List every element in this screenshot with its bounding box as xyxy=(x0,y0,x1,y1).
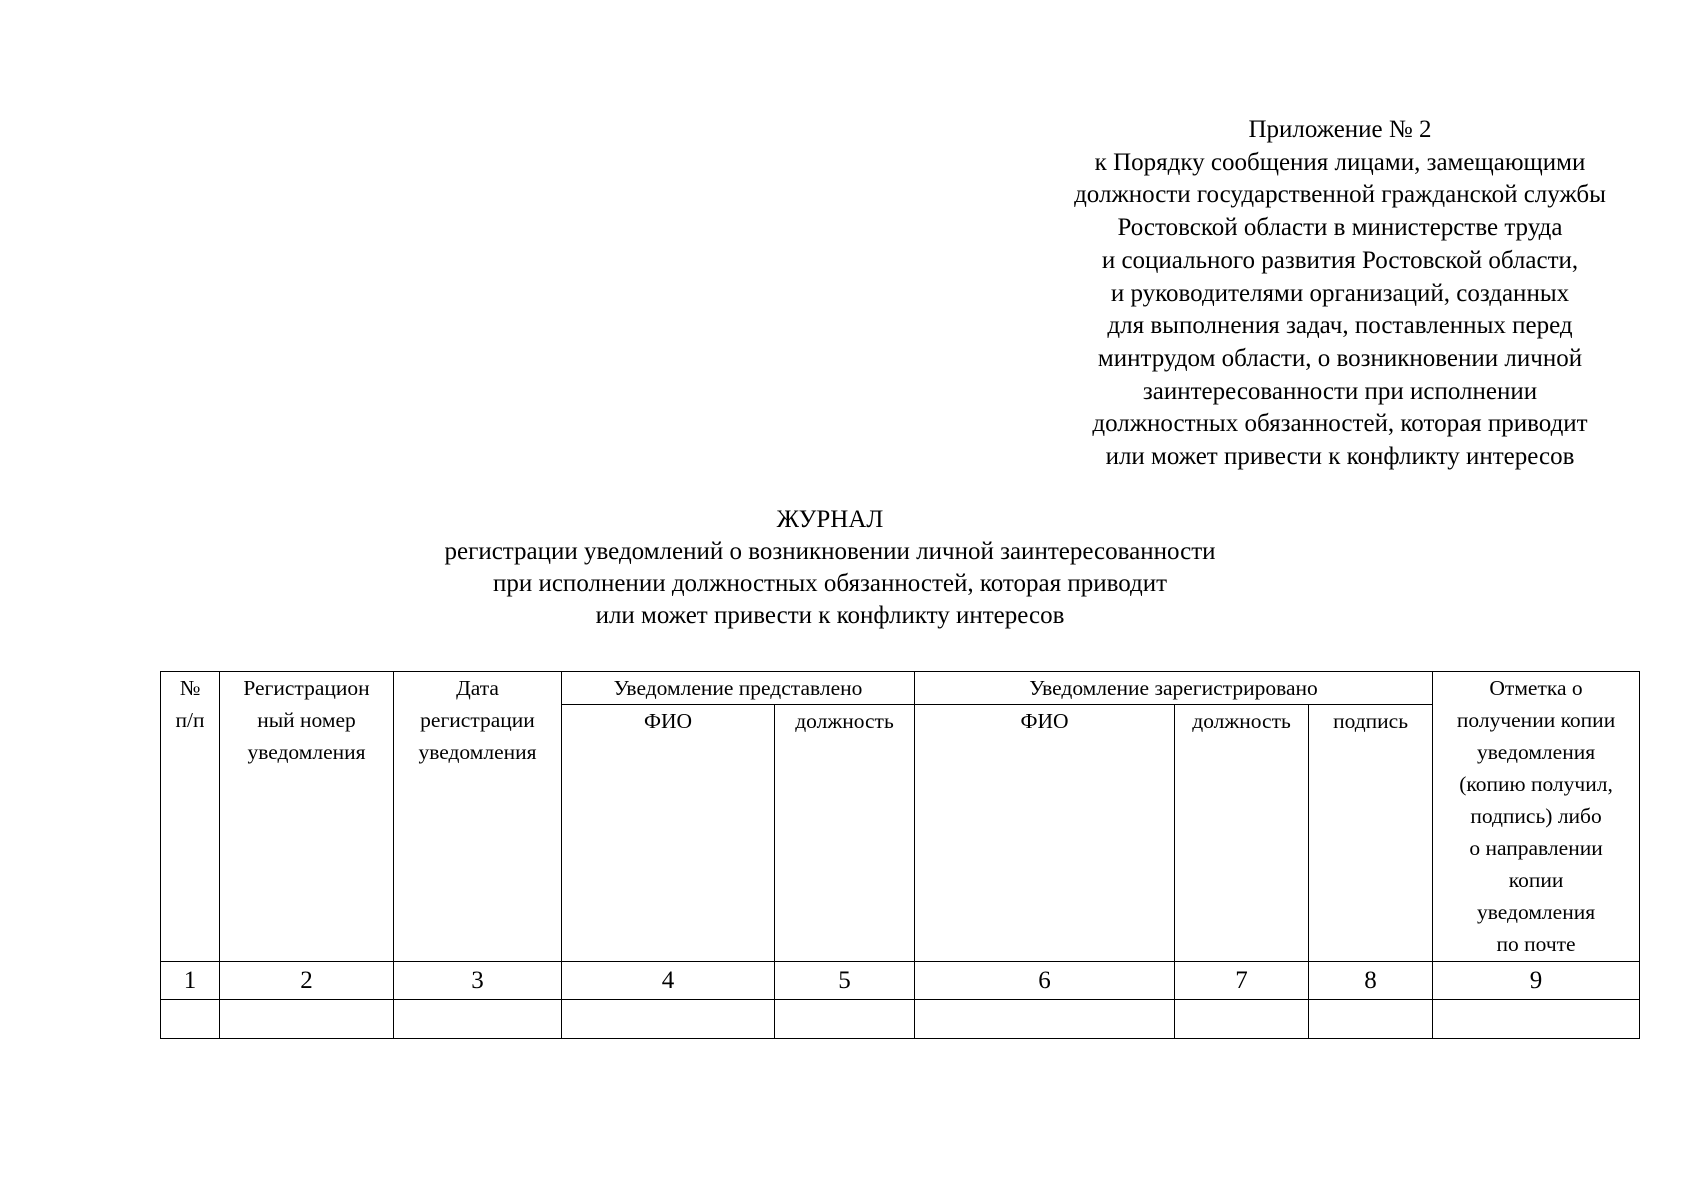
appendix-line: Приложение № 2 xyxy=(1248,116,1432,143)
column-number: 8 xyxy=(1309,962,1433,1000)
header-submitted-fio: ФИО xyxy=(562,705,775,962)
empty-cell xyxy=(1309,1000,1433,1039)
header-copy-receipt-mark: Отметка о получении копии уведомления (копию получил, подпись) либо о направлении копии уведомления по почте xyxy=(1433,672,1640,962)
header-row-number: № п/п xyxy=(161,672,220,962)
empty-cell xyxy=(775,1000,915,1039)
header-notification-submitted: Уведомление представлено xyxy=(562,672,915,705)
appendix-line: должности государственной гражданской службы xyxy=(1074,181,1606,209)
empty-cell xyxy=(161,1000,220,1039)
column-number: 1 xyxy=(161,962,220,1000)
empty-cell xyxy=(1175,1000,1309,1039)
registration-journal-table xyxy=(160,671,1640,1039)
appendix-block xyxy=(1020,114,1660,474)
appendix-line: и руководителями организаций, созданных xyxy=(1110,279,1570,307)
journal-subtitle-line: или может привести к конфликту интересов xyxy=(595,602,1065,629)
table-header-row xyxy=(161,672,1640,705)
column-number: 2 xyxy=(220,962,394,1000)
appendix-line: Ростовской области в министерстве труда xyxy=(1117,214,1563,242)
appendix-line: для выполнения задач, поставленных перед xyxy=(1107,312,1573,340)
column-number: 4 xyxy=(562,962,775,1000)
empty-entry-row xyxy=(161,1000,1640,1039)
header-submitted-position: должность xyxy=(775,705,915,962)
header-notification-registered: Уведомление зарегистрировано xyxy=(915,672,1433,705)
header-registration-date: Дата регистрации уведомления xyxy=(394,672,562,962)
empty-cell xyxy=(562,1000,775,1039)
column-number-row xyxy=(161,962,1640,1000)
empty-cell xyxy=(1433,1000,1640,1039)
column-number: 6 xyxy=(915,962,1175,1000)
header-registered-signature: подпись xyxy=(1309,705,1433,962)
appendix-line: минтрудом области, о возникновении личной xyxy=(1097,344,1583,372)
empty-cell xyxy=(915,1000,1175,1039)
column-number: 5 xyxy=(775,962,915,1000)
appendix-line: и социального развития Ростовской области, xyxy=(1101,246,1579,274)
empty-cell xyxy=(394,1000,562,1039)
header-registered-fio: ФИО xyxy=(915,705,1175,962)
journal-title: ЖУРНАЛ xyxy=(776,506,884,533)
appendix-line: или может привести к конфликту интересов xyxy=(1105,443,1575,471)
journal-subtitle-line: регистрации уведомлений о возникновении личной заинтересованности xyxy=(444,538,1216,565)
empty-cell xyxy=(220,1000,394,1039)
column-number: 7 xyxy=(1175,962,1309,1000)
header-registered-position: должность xyxy=(1175,705,1309,962)
journal-heading xyxy=(300,504,1360,632)
appendix-line: заинтересованности при исполнении xyxy=(1142,377,1538,405)
column-number: 3 xyxy=(394,962,562,1000)
journal-subtitle-line: при исполнении должностных обязанностей, которая приводит xyxy=(492,570,1168,597)
appendix-line: к Порядку сообщения лицами, замещающими xyxy=(1094,148,1586,176)
appendix-line: должностных обязанностей, которая приводит xyxy=(1092,410,1588,438)
header-registration-number: Регистрацион ный номер уведомления xyxy=(220,672,394,962)
column-number: 9 xyxy=(1433,962,1640,1000)
